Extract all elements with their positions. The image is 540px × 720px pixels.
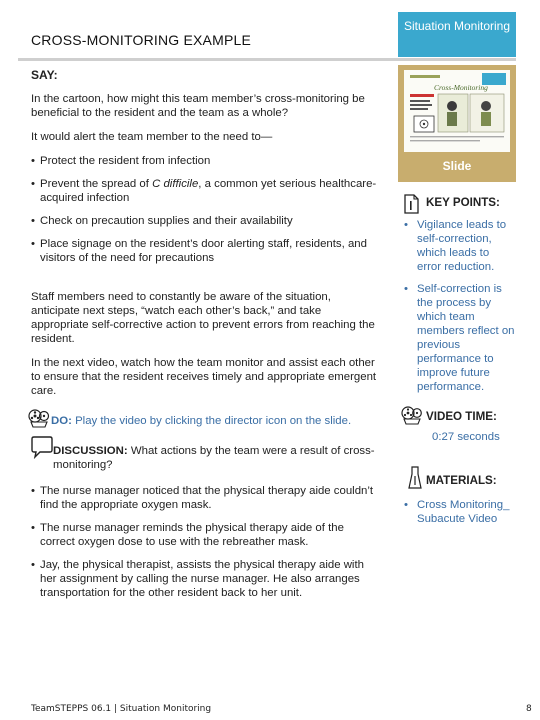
cdiff-before: Prevent the spread of — [40, 178, 153, 190]
materials-list — [404, 498, 516, 526]
say-label: SAY: — [31, 68, 58, 82]
list-item: • The nurse manager reminds the physical therapy aide of the correct oxygen dose to use with the rebreather mask. — [31, 521, 381, 549]
film-reel-icon — [400, 404, 424, 430]
list-item: • Vigilance leads to self-correction, which leads to error reduction. — [404, 218, 516, 274]
say-lead: It would alert the team member to the need to— — [31, 131, 273, 143]
list-item — [31, 177, 381, 205]
say-intro: In the cartoon, how might this team member’s cross-monitoring be beneficial to the resident and the team as a whole? — [31, 93, 365, 119]
key-points-label: KEY POINTS: — [426, 196, 500, 209]
cdiff-after: , a common yet serious healthcare-acquired infection — [40, 178, 377, 204]
say-para1: Staff members need to constantly be aware of the situation, anticipate next steps, “watch each other’s back,” and take appropriate self-corrective action to prevent errors from reaching the resident. — [31, 291, 375, 345]
clipboard-icon — [402, 194, 420, 218]
discussion-text: What actions by the team were a result of cross-monitoring? — [53, 445, 375, 471]
list-item: • The nurse manager noticed that the physical therapy aide couldn’t find the appropriate oxygen mask. — [31, 484, 381, 512]
say-para2: In the next video, watch how the team monitor and assist each other to ensure that the resident receives timely and appropriate emergent care. — [31, 357, 377, 397]
slide-thumbnail-frame — [398, 65, 516, 182]
flask-icon — [408, 466, 422, 494]
module-tab: Situation Monitoring — [398, 12, 516, 57]
slide-preview-image — [404, 70, 510, 152]
key-points-heading — [398, 196, 516, 210]
do-instruction — [31, 414, 381, 428]
slide-thumb-title: Cross-Monitoring — [434, 83, 488, 92]
cdiff-italic: C difficile — [152, 178, 199, 190]
header-divider — [18, 58, 516, 61]
materials-heading — [398, 474, 516, 488]
speech-bubble-icon — [30, 435, 54, 463]
slide-caption: Slide — [442, 159, 472, 173]
discussion-prompt — [31, 444, 381, 472]
page-number: 8 — [526, 704, 532, 714]
main-column — [31, 68, 381, 609]
do-label: DO: — [51, 415, 72, 427]
do-text: Play the video by clicking the director icon on the slide. — [75, 415, 352, 427]
list-item: • Protect the resident from infection — [31, 154, 381, 168]
page-title: CROSS-MONITORING EXAMPLE — [31, 32, 252, 48]
say-bullets — [31, 154, 381, 265]
video-time-heading — [398, 410, 516, 424]
discussion-bullets — [31, 484, 381, 600]
list-item: • Check on precaution supplies and their availability — [31, 214, 381, 228]
key-points-list — [404, 218, 516, 394]
video-time-label: VIDEO TIME: — [426, 410, 497, 423]
list-item: • Cross Monitoring_ Subacute Video — [404, 498, 516, 526]
film-reel-icon — [28, 408, 50, 432]
list-item: • Jay, the physical therapist, assists the physical therapy aide with her assignment by calling the nurse manager. He also arranges transportation for the other resident back to her unit. — [31, 558, 381, 600]
sidebar — [398, 65, 516, 534]
discussion-label: DISCUSSION: — [53, 445, 128, 457]
materials-label: MATERIALS: — [426, 474, 497, 487]
video-time-value: 0:27 seconds — [432, 431, 500, 443]
footer-label: TeamSTEPPS 06.1 | Situation Monitoring — [31, 704, 212, 714]
list-item: • Place signage on the resident’s door alerting staff, residents, and visitors of the need for precautions — [31, 237, 381, 265]
list-item: • Self-correction is the process by which team members reflect on previous performance to improve future performance. — [404, 282, 516, 394]
slide-thumbnail[interactable] — [404, 70, 510, 152]
